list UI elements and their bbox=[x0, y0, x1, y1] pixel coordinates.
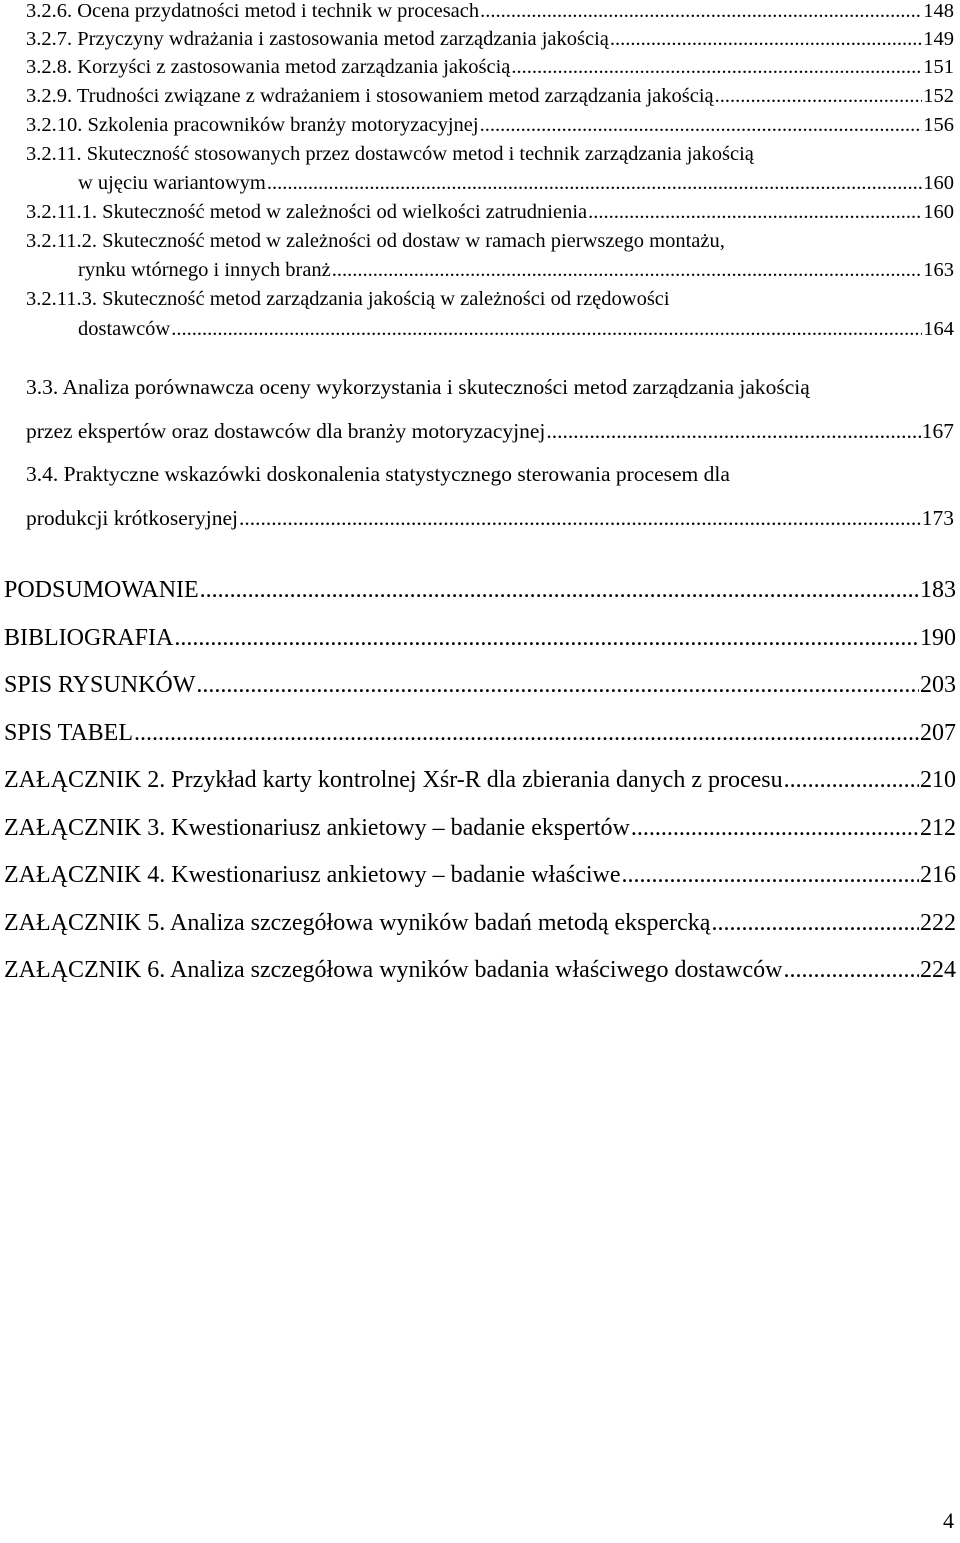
toc-entry-title: BIBLIOGRAFIA bbox=[4, 625, 174, 651]
toc-entry-page: 190 bbox=[920, 625, 956, 651]
toc-entry-page: 152 bbox=[923, 85, 954, 107]
toc-entry-zalacznik-4[interactable] bbox=[4, 862, 956, 889]
toc-leader-dots bbox=[171, 318, 922, 341]
toc-entry-page: 173 bbox=[921, 506, 954, 530]
toc-entry-title: 3.2.7. Przyczyny wdrażania i zastosowania metod zarządzania jakością bbox=[26, 28, 609, 50]
toc-entry-page: 224 bbox=[920, 957, 956, 983]
toc-entry-3-2-9[interactable] bbox=[26, 85, 954, 108]
toc-leader-dots bbox=[196, 672, 919, 699]
toc-entry-3-4[interactable] bbox=[26, 506, 954, 531]
toc-leader-dots bbox=[783, 957, 919, 984]
toc-entry-title: 3.2.6. Ocena przydatności metod i technik w procesach bbox=[26, 0, 480, 22]
toc-leader-dots bbox=[134, 720, 919, 747]
toc-entry-3-2-10[interactable] bbox=[26, 114, 954, 137]
toc-entry-page: 212 bbox=[920, 815, 956, 841]
toc-entry-page: 203 bbox=[920, 672, 956, 698]
toc-entry-title: 3.2.8. Korzyści z zastosowania metod zarządzania jakością bbox=[26, 56, 511, 78]
toc-entry-spis-tabel[interactable] bbox=[4, 720, 956, 747]
page-number: 4 bbox=[943, 1508, 954, 1533]
toc-leader-dots bbox=[267, 172, 922, 195]
toc-entry-3-2-11-3-line1[interactable]: 3.2.11.3. Skuteczność metod zarządzania jakością w zależności od rzędowości bbox=[26, 288, 670, 310]
toc-entry-page: 222 bbox=[920, 910, 956, 936]
toc-leader-dots bbox=[239, 506, 921, 531]
toc-entry-page: 149 bbox=[923, 28, 954, 50]
toc-entry-3-3[interactable] bbox=[26, 419, 954, 444]
toc-entry-bibliografia[interactable] bbox=[4, 625, 956, 652]
toc-entry-3-2-8[interactable] bbox=[26, 56, 954, 79]
toc-entry-3-2-6[interactable] bbox=[26, 0, 954, 23]
toc-leader-dots bbox=[200, 577, 919, 604]
toc-leader-dots bbox=[332, 259, 922, 282]
toc-entry-page: 207 bbox=[920, 720, 956, 746]
toc-leader-dots bbox=[588, 201, 922, 224]
toc-entry-3-4-line1[interactable]: 3.4. Praktyczne wskazówki doskonalenia statystycznego sterowania procesem dla bbox=[26, 462, 730, 486]
toc-leader-dots bbox=[174, 625, 919, 652]
toc-entry-title: w ujęciu wariantowym bbox=[78, 172, 266, 194]
toc-entry-page: 167 bbox=[921, 419, 954, 443]
toc-entry-title: 3.2.9. Trudności związane z wdrażaniem i stosowaniem metod zarządzania jakością bbox=[26, 85, 714, 107]
toc-entry-3-2-11-2-line1[interactable]: 3.2.11.2. Skuteczność metod w zależności od dostaw w ramach pierwszego montażu, bbox=[26, 230, 725, 252]
toc-entry-title: PODSUMOWANIE bbox=[4, 577, 199, 603]
toc-entry-title: ZAŁĄCZNIK 6. Analiza szczegółowa wyników badania właściwego dostawców bbox=[4, 957, 783, 983]
toc-entry-title: ZAŁĄCZNIK 4. Kwestionariusz ankietowy – badanie właściwe bbox=[4, 862, 621, 888]
toc-entry-title: ZAŁĄCZNIK 3. Kwestionariusz ankietowy – badanie ekspertów bbox=[4, 815, 630, 841]
toc-leader-dots bbox=[631, 815, 919, 842]
toc-entry-podsumowanie[interactable] bbox=[4, 577, 956, 604]
toc-entry-title: 3.2.11.1. Skuteczność metod w zależności od wielkości zatrudnienia bbox=[26, 201, 588, 223]
toc-entry-3-2-11-line1[interactable]: 3.2.11. Skuteczność stosowanych przez dostawców metod i technik zarządzania jakością bbox=[26, 143, 754, 165]
toc-entry-title: ZAŁĄCZNIK 5. Analiza szczegółowa wyników badań metodą ekspercką bbox=[4, 910, 711, 936]
toc-entry-3-2-11-3[interactable] bbox=[78, 318, 954, 341]
toc-leader-dots bbox=[610, 28, 922, 51]
toc-entry-page: 151 bbox=[923, 56, 954, 78]
toc-entry-title: przez ekspertów oraz dostawców dla branży motoryzacyjnej bbox=[26, 419, 546, 443]
toc-entry-page: 160 bbox=[923, 201, 954, 223]
toc-entry-page: 163 bbox=[923, 259, 954, 281]
toc-entry-spis-rysunkow[interactable] bbox=[4, 672, 956, 699]
toc-entry-zalacznik-2[interactable] bbox=[4, 767, 956, 794]
toc-entry-page: 210 bbox=[920, 767, 956, 793]
toc-entry-3-2-11-2[interactable] bbox=[78, 259, 954, 282]
toc-entry-page: 183 bbox=[920, 577, 956, 603]
toc-entry-title: rynku wtórnego i innych branż bbox=[78, 259, 331, 281]
toc-leader-dots bbox=[480, 114, 923, 137]
toc-entry-3-2-7[interactable] bbox=[26, 28, 954, 51]
toc-entry-title: 3.2.10. Szkolenia pracowników branży motoryzacyjnej bbox=[26, 114, 479, 136]
toc-entry-title: dostawców bbox=[78, 318, 171, 340]
toc-entry-page: 216 bbox=[920, 862, 956, 888]
toc-entry-title: SPIS TABEL bbox=[4, 720, 133, 746]
toc-entry-3-2-11[interactable] bbox=[78, 172, 954, 195]
toc-entry-page: 160 bbox=[923, 172, 954, 194]
toc-entry-zalacznik-6[interactable] bbox=[4, 957, 956, 984]
toc-entry-zalacznik-3[interactable] bbox=[4, 815, 956, 842]
toc-leader-dots bbox=[480, 0, 922, 23]
toc-entry-page: 164 bbox=[923, 318, 954, 340]
toc-leader-dots bbox=[711, 910, 919, 937]
toc-entry-page: 148 bbox=[923, 0, 954, 22]
toc-leader-dots bbox=[546, 419, 920, 444]
toc-leader-dots bbox=[784, 767, 919, 794]
toc-leader-dots bbox=[715, 85, 923, 108]
toc-leader-dots bbox=[622, 862, 920, 889]
toc-entry-title: SPIS RYSUNKÓW bbox=[4, 672, 196, 698]
toc-entry-zalacznik-5[interactable] bbox=[4, 910, 956, 937]
toc-leader-dots bbox=[511, 56, 922, 79]
toc-entry-page: 156 bbox=[923, 114, 954, 136]
toc-entry-3-3-line1[interactable]: 3.3. Analiza porównawcza oceny wykorzystania i skuteczności metod zarządzania jakością bbox=[26, 375, 810, 399]
toc-entry-title: ZAŁĄCZNIK 2. Przykład karty kontrolnej Xśr-R dla zbierania danych z procesu bbox=[4, 767, 783, 793]
toc-entry-3-2-11-1[interactable] bbox=[26, 201, 954, 224]
toc-entry-title: produkcji krótkoseryjnej bbox=[26, 506, 238, 530]
